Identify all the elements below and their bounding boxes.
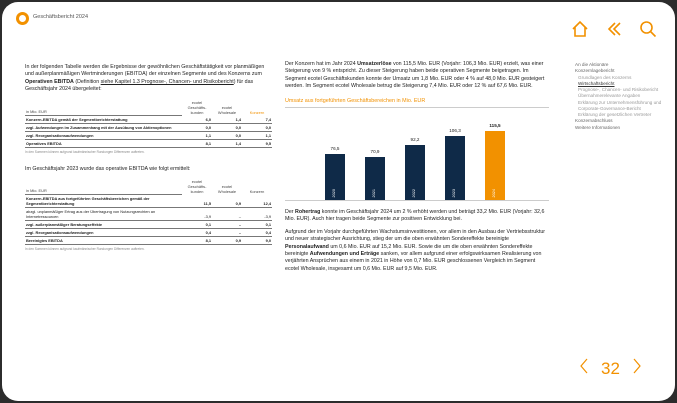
table-note: In den Summen können aufgrund kaufmännischer Rundungen Differenzen auftreten. — [25, 247, 145, 252]
gross-profit-paragraph: Der Rohertrag konnte im Geschäftsjahr 2024 um 2 % erhöht werden und beträgt 33,2 Mio. EUR (Vorjahr: 32,6 Mio. EUR). Auch hier tragen beide Segmente zur positiven Entwicklung bei. — [285, 209, 545, 223]
bar-value-label: 76,5 — [330, 145, 340, 151]
sidebar-item-erklaerung[interactable]: Erklärung der gesetzlichen Vertreter — [578, 112, 652, 118]
sidebar-item-grundlagen[interactable]: Grundlagen des Konzerns — [578, 74, 632, 80]
company-logo — [16, 12, 29, 25]
ebitda-table-2024: in Mio. EUR ecotel Geschäfts-kunden ecotel Wholesale Konzern Konzern-EBITDA gemäß der Segmentberichterstattung 6,0 1,4 7,4 zzgl. Aufwendungen im Zusammenhang mit der Ausübung von Aktienoptionen 0,0 0,0 0,0 zzgl. Reorganisationsaufwendungen 1,1 0,0 1,1 Operatives EBITDA 8,1 1,4 9,5 — [26, 99, 271, 147]
bar-year-label: 2020 — [332, 188, 336, 198]
expenses-paragraph: Aufgrund der im Vorjahr durchgeführten Wachstumsinvestitionen, vor allem in den Ausbau der Vertriebsstruktur und neuer strategischer Ausrichtung, stieg der um die oben erwähnten Sondereffekte bereinigte Personalaufwand um 0,6 Mio. EUR auf 15,2 Mio. EUR. Sowie die um die oben erwähnten Sondereffekte bereinigte Aufwendungen und Erträge sanken, vor allem aufgrund einer erfolgswirksamen Realisierung von verjährten Ansprüchen aus einem in 2021 in Höhe von 0,7 Mio. EUR geschlossenen Vergleich im Segment ecotel Wholesale, insgesamt um 0,6 Mio. EUR auf 9,5 Mio. EUR. — [285, 228, 546, 272]
table-row: zzgl. Reorganisationsaufwendungen 0,4 – 0,4 — [26, 230, 271, 236]
intro-paragraph: In der folgenden Tabelle werden die Ergebnisse der gewöhnlichen Geschäftstätigkeit vor planmäßigen und außerplanmäßigen Wertminderungen (EBITDA) der einzelnen Segmente und des Konzerns zum Operativen EBITDA (Definition siehe Kapitel 1.3 Prognose-, Chancen- und Risikobericht) für das Geschäftsjahr 2024 übergeleitet: — [25, 64, 265, 93]
table-row: Bereinigtes EBITDA 8,1 0,9 9,0 — [26, 238, 271, 244]
bar-value-label: 106,3 — [449, 127, 461, 133]
pager — [579, 358, 642, 379]
bar-2023 — [445, 136, 465, 200]
revenue-bar-chart — [285, 107, 549, 201]
table-row: Operatives EBITDA 8,1 1,4 9,5 — [26, 141, 271, 147]
sidebar-item-lagebericht[interactable]: Konzernlagebericht — [575, 68, 615, 74]
bar-2020 — [325, 154, 345, 200]
table-row: Konzern-EBITDA gemäß der Segmentberichterstattung 6,0 1,4 7,4 — [26, 117, 271, 123]
bar-value-label: 115,5 — [489, 122, 501, 128]
sidebar-item-konzernabschluss[interactable]: Konzernabschluss — [575, 118, 613, 124]
right-column — [285, 61, 549, 278]
table-row: Konzern-EBITDA aus fortgeführten Geschäftsbereichen gemäß der Segmentberichterstattung 11,5 0,9 12,4 — [26, 196, 271, 207]
sidebar-item-weitere[interactable]: Weitere Informationen — [575, 124, 621, 130]
chevron-left-icon[interactable] — [579, 358, 589, 379]
revenue-paragraph: Der Konzern hat im Jahr 2024 Umsatzerlöse von 115,5 Mio. EUR (Vorjahr: 106,3 Mio. EUR) erzielt, was einer Steigerung von 9 % entspricht. Zu dieser Steigerung haben beide operativen Segmente beigetragen. Im Segment ecotel Geschäftskunden konnte der Umsatz um 1,8 Mio. EUR oder 4 % auf 48,0 Mio. EUR gesteigert werden. Im Segment ecotel Wholesale betrug die Steigerung 7,4 Mio. EUR oder 12 % auf 67,6 Mio. EUR. — [285, 61, 545, 90]
back-icon[interactable] — [605, 20, 623, 38]
intro2-paragraph: Im Geschäftsjahr 2023 wurde das operative EBITDA wie folgt ermittelt: — [25, 165, 191, 172]
table-row: abzgl. unplanmäßiger Ertrag aus der Übertragung von Nutzungsrechten an Internetressourcen -3,9 – -3,9 — [26, 209, 271, 220]
left-column — [25, 64, 272, 254]
bar-value-label: 92,2 — [410, 136, 420, 142]
chevron-right-icon[interactable] — [632, 358, 642, 379]
table-row: zzgl. Aufwendungen im Zusammenhang mit der Ausübung von Aktienoptionen 0,0 0,0 0,0 — [26, 125, 271, 131]
table-note: In den Summen können aufgrund kaufmännischer Rundungen Differenzen auftreten. — [25, 150, 145, 155]
top-navigation — [571, 20, 657, 38]
bar-2024 — [485, 131, 505, 200]
bar-2021 — [365, 157, 385, 200]
sidebar-item-wirtschaftsbericht[interactable]: Wirtschaftsbericht — [578, 80, 615, 86]
bar-year-label: 2022 — [412, 188, 416, 198]
ebitda-table-2023: in Mio. EUR ecotel Geschäfts-kunden ecotel Wholesale Konzern Konzern-EBITDA aus fortgeführten Geschäftsbereichen gemäß der Segmentberichterstattung 11,5 0,9 12,4 abzgl. unplanmäßiger Ertrag aus der Übertragung von Nutzungsrechten an Internetressourcen -3,9 – -3,9 zzgl. außerplanmäßiger Beratungseffekte 0,1 – 0,1 zzgl. Reorganisationsaufwendungen 0,4 – 0,4 Bereinigtes EBITDA 8,1 0,9 9,0 — [26, 178, 271, 244]
bar-value-label: 70,9 — [370, 148, 380, 154]
bar-2022 — [405, 145, 425, 200]
sidebar-navigation — [575, 62, 665, 131]
chapter-link[interactable]: siehe Kapitel 1.3 Prognose-, Chancen- und Risikobericht — [100, 78, 234, 85]
bar-year-label: 2023 — [452, 188, 456, 198]
sidebar-item-aktionaere[interactable]: An die Aktionäre — [575, 62, 609, 67]
home-icon[interactable] — [571, 20, 589, 38]
table-row: zzgl. außerplanmäßiger Beratungseffekte 0,1 – 0,1 — [26, 222, 271, 228]
bar-year-label: 2024 — [492, 188, 496, 198]
page-number: 32 — [601, 358, 620, 378]
sidebar-item-governance[interactable]: Erklärung zur Unternehmensführung und Corporate-Governance-Bericht — [578, 99, 662, 111]
page-frame — [2, 2, 675, 401]
document-title: Geschäftsbericht 2024 — [33, 14, 89, 20]
table-row: zzgl. Reorganisationsaufwendungen 1,1 0,0 1,1 — [26, 133, 271, 139]
bar-year-label: 2021 — [372, 188, 376, 198]
sidebar-item-uebernahme[interactable]: Übernahmerelevante Angaben — [578, 93, 641, 99]
chart-title: Umsatz aus fortgeführten Geschäftsbereichen in Mio. EUR — [285, 97, 426, 104]
sidebar-item-prognose[interactable]: Prognose-, Chancen- und Risikobericht — [578, 87, 659, 93]
search-icon[interactable] — [639, 20, 657, 38]
